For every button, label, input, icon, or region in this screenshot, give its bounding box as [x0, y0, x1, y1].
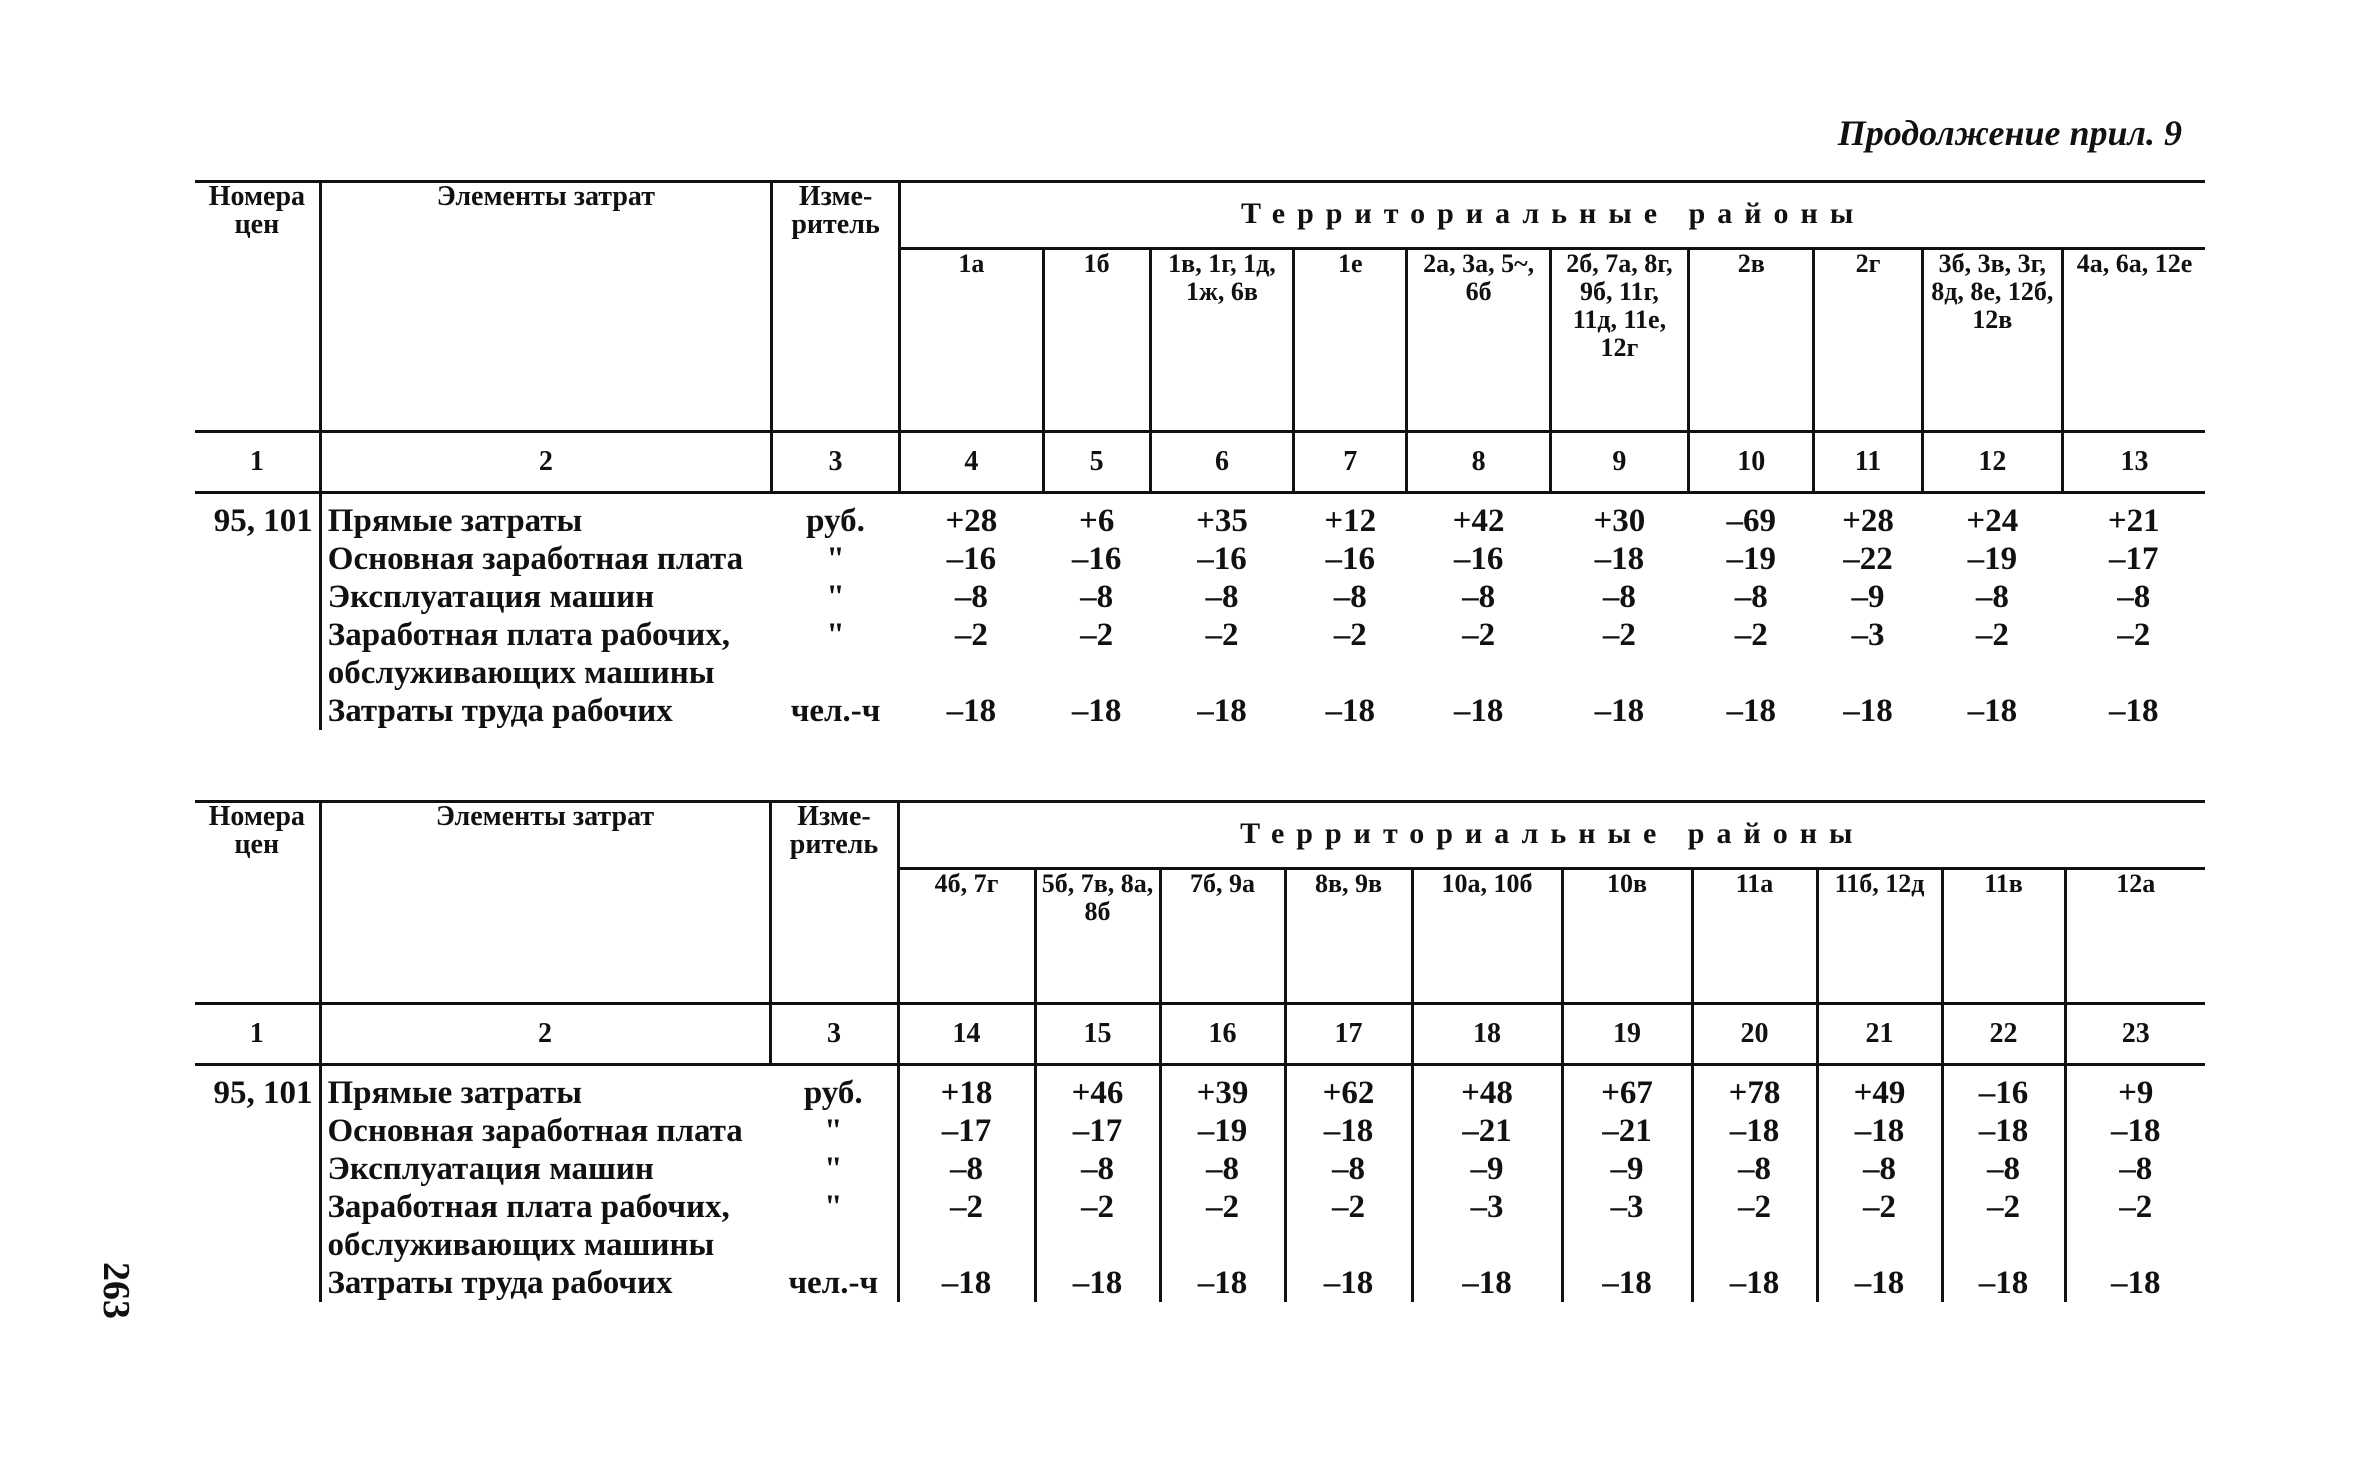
price-code-cell [195, 692, 320, 730]
value-cell: –18 [898, 1264, 1035, 1302]
value-cell: +49 [1817, 1065, 1942, 1113]
value-cell: –18 [1843, 693, 1893, 729]
value-cell: –18 [1692, 1112, 1817, 1150]
unit-cell: " [824, 1113, 843, 1149]
value-cell: –9 [1851, 579, 1885, 615]
unit-cell: руб. [803, 1075, 863, 1111]
value-cell: –8 [1080, 579, 1114, 615]
price-code-cell [195, 1150, 320, 1188]
value-cell: –18 [1160, 1264, 1285, 1302]
col-header-districts: Территориальные районы [898, 802, 2205, 869]
col-header-elements: Элементы затрат [320, 182, 771, 432]
table-row [195, 616, 2205, 692]
column-number: 1 [195, 1004, 320, 1065]
column-number: 3 [770, 1004, 898, 1065]
column-number: 12 [1922, 432, 2062, 493]
value-cell: –18 [1594, 541, 1645, 577]
value-cell: –18 [1453, 693, 1504, 729]
value-cell: –9 [1562, 1150, 1692, 1188]
value-cell: –8 [1942, 1150, 2065, 1188]
column-number: 14 [898, 1004, 1035, 1065]
district-header: 3б, 3в, 3г, 8д, 8е, 12б, 12в [1922, 249, 2062, 432]
value-cell: –3 [1851, 617, 1885, 653]
district-header: 5б, 7в, 8а, 8б [1035, 869, 1160, 1004]
district-header: 11б, 12д [1817, 869, 1942, 1004]
value-cell: +24 [1966, 503, 2019, 539]
column-number: 3 [771, 432, 899, 493]
cost-element-cell: Прямые затраты [320, 1065, 770, 1113]
value-cell: –18 [1967, 693, 2018, 729]
district-header: 2б, 7а, 8г, 9б, 11г, 11д, 11е, 12г [1550, 249, 1688, 432]
cost-element-cell: Эксплуатация машин [320, 578, 771, 616]
page-number: 263 [95, 1262, 137, 1319]
column-number: 5 [1043, 432, 1150, 493]
value-cell: +62 [1285, 1065, 1412, 1113]
value-cell: –18 [1325, 693, 1376, 729]
value-cell: +30 [1593, 503, 1646, 539]
value-cell: +35 [1196, 503, 1248, 539]
value-cell: –8 [1285, 1150, 1412, 1188]
value-cell: –2 [1205, 617, 1239, 653]
value-cell: –17 [1035, 1112, 1160, 1150]
value-cell: –2 [1285, 1188, 1412, 1264]
table-row [195, 1150, 2205, 1188]
value-cell: –2 [1333, 617, 1367, 653]
column-number: 4 [900, 432, 1043, 493]
district-header: 12а [2116, 869, 2156, 898]
value-cell: –18 [2108, 693, 2159, 729]
value-cell: –19 [1160, 1112, 1285, 1150]
value-cell: –2 [1975, 617, 2009, 653]
value-cell: –16 [1197, 541, 1247, 577]
col-header-price-codes: Номера цен [195, 802, 320, 1004]
value-cell: +12 [1324, 503, 1377, 539]
unit-cell: " [826, 541, 845, 577]
value-cell: –17 [898, 1112, 1035, 1150]
cost-table-2 [195, 800, 2205, 1302]
district-header: 4б, 7г [898, 869, 1035, 1004]
value-cell: –18 [1692, 1264, 1817, 1302]
value-cell: –8 [2065, 1150, 2205, 1188]
cost-element-cell: Заработная плата рабочих, обслуживающих машины [320, 616, 771, 692]
table-row [195, 1112, 2205, 1150]
value-cell: –3 [1562, 1188, 1692, 1264]
district-header: 7б, 9а [1160, 869, 1285, 1004]
table-row [195, 493, 2205, 541]
cost-element-cell: Прямые затраты [320, 493, 771, 541]
price-code-cell [195, 578, 320, 616]
column-number: 6 [1150, 432, 1293, 493]
value-cell: –21 [1562, 1112, 1692, 1150]
value-cell: –8 [1734, 579, 1768, 615]
value-cell: –18 [1817, 1112, 1942, 1150]
column-number: 10 [1689, 432, 1814, 493]
unit-cell: " [826, 617, 845, 653]
price-code-cell: 95, 101 [213, 1075, 313, 1111]
cost-element-cell: Основная заработная плата [320, 1112, 770, 1150]
cost-element-cell: Эксплуатация машин [320, 1150, 770, 1188]
value-cell: +39 [1160, 1065, 1285, 1113]
value-cell: +6 [1079, 503, 1115, 539]
value-cell: –2 [1602, 617, 1636, 653]
value-cell: +28 [945, 503, 998, 539]
district-header: 4а, 6а, 12е [2076, 249, 2193, 278]
price-code-cell [195, 1264, 320, 1302]
value-cell: –16 [946, 541, 997, 577]
column-number: 19 [1562, 1004, 1692, 1065]
value-cell: –8 [1462, 579, 1496, 615]
column-number: 17 [1285, 1004, 1412, 1065]
unit-cell: чел.-ч [788, 1265, 879, 1301]
value-cell: –8 [898, 1150, 1035, 1188]
value-cell: –18 [1412, 1264, 1562, 1302]
column-number: 23 [2065, 1004, 2205, 1065]
unit-cell: " [826, 579, 845, 615]
col-header-price-codes: Номера цен [195, 182, 320, 432]
value-cell: –18 [1594, 693, 1645, 729]
column-number: 15 [1035, 1004, 1160, 1065]
value-cell: –22 [1843, 541, 1893, 577]
value-cell: –2 [2065, 1188, 2205, 1264]
value-cell: –18 [1817, 1264, 1942, 1302]
value-cell: –8 [1602, 579, 1636, 615]
district-header: 2в [1689, 249, 1814, 432]
column-number: 1 [195, 432, 320, 493]
value-cell: +42 [1452, 503, 1505, 539]
column-number: 22 [1942, 1004, 2065, 1065]
value-cell: –18 [946, 693, 997, 729]
district-header: 11а [1692, 869, 1817, 1004]
price-code-cell [195, 616, 320, 692]
value-cell: –18 [1562, 1264, 1692, 1302]
cost-element-cell: Заработная плата рабочих, обслуживающих машины [320, 1188, 770, 1264]
price-code-cell [195, 540, 320, 578]
district-header: 10в [1562, 869, 1692, 1004]
column-number: 2 [320, 432, 771, 493]
value-cell: –2 [1080, 617, 1114, 653]
col-header-districts: Территориальные районы [900, 182, 2205, 249]
value-cell: –8 [1205, 579, 1239, 615]
value-cell: –69 [1726, 503, 1776, 539]
value-cell: +9 [2065, 1065, 2205, 1113]
column-number: 2 [320, 1004, 770, 1065]
column-number: 21 [1817, 1004, 1942, 1065]
value-cell: –9 [1412, 1150, 1562, 1188]
district-header: 10а, 10б [1412, 869, 1562, 1004]
value-cell: –2 [2117, 617, 2151, 653]
table-row [195, 1264, 2205, 1302]
col-header-unit: Изме-ритель [771, 182, 899, 432]
column-number: 9 [1550, 432, 1688, 493]
price-code-cell: 95, 101 [213, 503, 313, 539]
cost-element-cell: Затраты труда рабочих [320, 1264, 770, 1302]
value-cell: –2 [1462, 617, 1496, 653]
table-row [195, 1065, 2205, 1113]
value-cell: –18 [1285, 1112, 1412, 1150]
value-cell: –2 [1817, 1188, 1942, 1264]
price-code-cell [195, 1188, 320, 1264]
value-cell: –2 [1734, 617, 1768, 653]
district-header: 1в, 1г, 1д, 1ж, 6в [1150, 249, 1293, 432]
value-cell: –18 [1035, 1264, 1160, 1302]
value-cell: –18 [1726, 693, 1776, 729]
value-cell: –18 [1942, 1264, 2065, 1302]
column-number: 11 [1814, 432, 1922, 493]
col-header-unit: Изме-ритель [770, 802, 898, 1004]
value-cell: –8 [1817, 1150, 1942, 1188]
table-row [195, 692, 2205, 730]
column-number: 20 [1692, 1004, 1817, 1065]
district-header: 2г [1814, 249, 1922, 432]
value-cell: –2 [898, 1188, 1035, 1264]
value-cell: –18 [1285, 1264, 1412, 1302]
table-row [195, 540, 2205, 578]
col-header-elements: Элементы затрат [320, 802, 770, 1004]
value-cell: –8 [2117, 579, 2151, 615]
value-cell: –16 [1325, 541, 1376, 577]
value-cell: –16 [1071, 541, 1122, 577]
value-cell: +67 [1562, 1065, 1692, 1113]
value-cell: –18 [2065, 1264, 2205, 1302]
value-cell: –18 [1942, 1112, 2065, 1150]
cost-table-1 [195, 180, 2205, 730]
table-row [195, 1188, 2205, 1264]
value-cell: –2 [1692, 1188, 1817, 1264]
district-header: 1е [1294, 249, 1407, 432]
district-header: 8в, 9в [1285, 869, 1412, 1004]
value-cell: –19 [1726, 541, 1776, 577]
unit-cell: руб. [806, 503, 865, 539]
value-cell: +18 [898, 1065, 1035, 1113]
cost-element-cell: Основная заработная плата [320, 540, 771, 578]
page-header: Продолжение прил. 9 [1837, 113, 2182, 153]
value-cell: +46 [1035, 1065, 1160, 1113]
value-cell: –8 [1692, 1150, 1817, 1188]
value-cell: –16 [1942, 1065, 2065, 1113]
column-number: 18 [1412, 1004, 1562, 1065]
value-cell: –21 [1412, 1112, 1562, 1150]
value-cell: +48 [1412, 1065, 1562, 1113]
value-cell: –18 [1071, 693, 1122, 729]
value-cell: –17 [2108, 541, 2159, 577]
column-number: 8 [1407, 432, 1550, 493]
value-cell: –8 [954, 579, 988, 615]
value-cell: –2 [1035, 1188, 1160, 1264]
value-cell: +28 [1842, 503, 1894, 539]
column-number: 7 [1294, 432, 1407, 493]
value-cell: –8 [1975, 579, 2009, 615]
value-cell: –19 [1967, 541, 2018, 577]
value-cell: –2 [954, 617, 988, 653]
value-cell: –8 [1160, 1150, 1285, 1188]
district-header: 11в [1942, 869, 2065, 1004]
district-header: 1б [1043, 249, 1150, 432]
value-cell: –3 [1412, 1188, 1562, 1264]
district-header: 1а [900, 249, 1043, 432]
price-code-cell [195, 1112, 320, 1150]
table-row [195, 578, 2205, 616]
value-cell: +21 [2107, 503, 2160, 539]
value-cell: –16 [1453, 541, 1504, 577]
value-cell: –8 [1035, 1150, 1160, 1188]
value-cell: –2 [1942, 1188, 2065, 1264]
value-cell: –8 [1333, 579, 1367, 615]
unit-cell: " [824, 1151, 843, 1187]
cost-element-cell: Затраты труда рабочих [320, 692, 771, 730]
unit-cell: " [824, 1189, 843, 1225]
district-header: 2а, 3а, 5~, 6б [1407, 249, 1550, 432]
unit-cell: чел.-ч [790, 693, 881, 729]
value-cell: +78 [1692, 1065, 1817, 1113]
value-cell: –18 [1197, 693, 1247, 729]
value-cell: –18 [2065, 1112, 2205, 1150]
column-number: 13 [2062, 432, 2205, 493]
column-number: 16 [1160, 1004, 1285, 1065]
value-cell: –2 [1160, 1188, 1285, 1264]
